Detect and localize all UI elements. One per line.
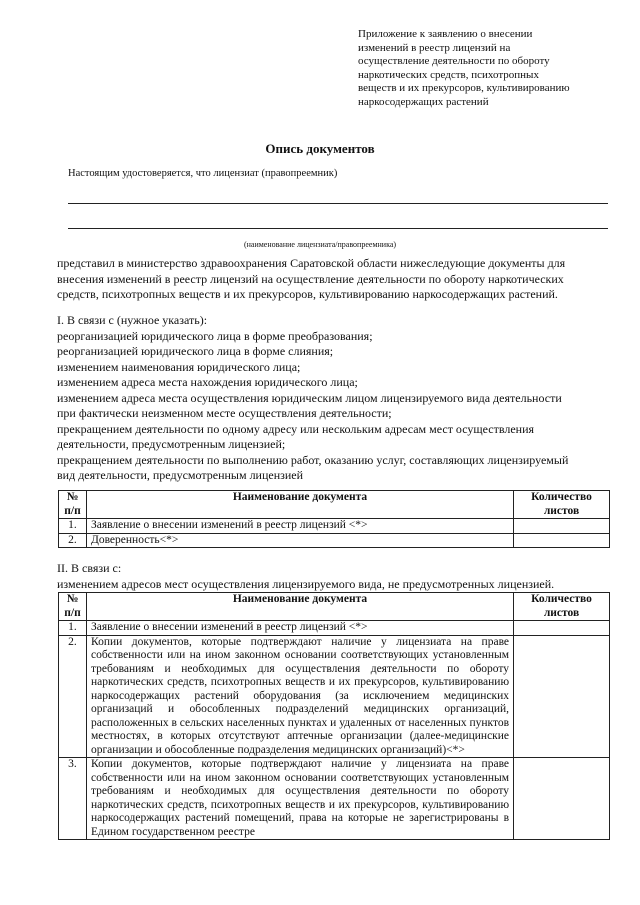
intro-text: Настоящим удостоверяется, что лицензиат (правопреемник) xyxy=(68,168,338,179)
appendix-line: изменений в реестр лицензий на xyxy=(358,41,511,54)
row-name: Копии документов, которые подтверждают наличие у лицензиата на праве собственности или на ином законном основании соответствующих установленным требованиям и необходимых для осуществления деятельности по обороту наркотических средств, психотропных веществ и их прекурсоров, культивированию наркосодержащих растений оборудования (за исключением медицинских организаций и обособленных подразделений медицинских организаций, расположенных в сельских населенных пунктах и удаленных от населенных пунктов местностях, в которых отсутствуют аптечные организации (далее-медицинские организации и обособленные подразделения медицинских организаций)<*> xyxy=(86,635,513,758)
table-row xyxy=(59,533,610,548)
row-name: Заявление о внесении изменений в реестр лицензий <*> xyxy=(86,519,513,534)
header-num: № п/п xyxy=(59,491,87,519)
appendix-line: наркосодержащих растений xyxy=(358,95,489,108)
fill-in-line xyxy=(68,203,608,204)
section-2-heading: II. В связи с: xyxy=(57,561,122,575)
row-num: 3. xyxy=(59,758,87,840)
appendix-line: наркотических средств, психотропных xyxy=(358,68,539,81)
section-1-item: при фактически неизменном месте осуществления деятельности; xyxy=(57,406,392,420)
section-2 xyxy=(57,561,609,592)
row-num: 2. xyxy=(59,533,87,548)
appendix-line: веществ и их прекурсоров, культивированию xyxy=(358,82,570,94)
paragraph-line: представил в министерство здравоохранения Саратовской области нижеследующие документы для xyxy=(57,256,566,270)
main-paragraph xyxy=(57,256,609,303)
row-count xyxy=(514,621,610,636)
row-count xyxy=(514,758,610,840)
table-header-row xyxy=(59,593,610,621)
section-1-item: изменением адреса места нахождения юридического лица; xyxy=(57,375,358,389)
header-name: Наименование документа xyxy=(86,491,513,519)
row-num: 2. xyxy=(59,635,87,758)
section-1-item: прекращением деятельности по одному адресу или нескольким адресам мест осуществления xyxy=(57,421,535,436)
table-header-row xyxy=(59,491,610,519)
appendix-line: осуществление деятельности по обороту xyxy=(358,55,550,67)
section-1-item: изменением адреса места осуществления юридическим лицом лицензируемого вида деятельности xyxy=(57,390,562,405)
row-num: 1. xyxy=(59,621,87,636)
header-count: Количество листов xyxy=(514,593,610,621)
appendix-header xyxy=(358,28,628,109)
paragraph-line: внесения изменений в реестр лицензий на осуществление деятельности по обороту наркотических xyxy=(57,271,564,286)
section-1-item: реорганизацией юридического лица в форме преобразования; xyxy=(57,328,373,343)
header-num: № п/п xyxy=(59,593,87,621)
document-title: Опись документов xyxy=(265,141,375,156)
row-name: Доверенность<*> xyxy=(86,533,513,548)
section-2-line: изменением адресов мест осуществления лицензируемого вида, не предусмотренных лицензией. xyxy=(57,576,555,591)
table-row xyxy=(59,758,610,840)
row-name: Копии документов, которые подтверждают наличие у лицензиата на праве собственности или на ином законном основании соответствующих установленным требованиям и необходимых для осуществления деятельности по обороту наркотических средств, психотропных веществ и их прекурсоров, культивированию наркосодержащих растений помещений, права на которые не зарегистрированы в Едином государственном реестре xyxy=(86,758,513,840)
documents-table-2 xyxy=(58,592,610,840)
section-1-item: изменением наименования юридического лица; xyxy=(57,359,301,374)
field-caption: (наименование лицензиата/правопреемника) xyxy=(243,240,397,249)
row-count xyxy=(514,533,610,548)
header-name: Наименование документа xyxy=(86,593,513,621)
row-name: Заявление о внесении изменений в реестр лицензий <*> xyxy=(86,621,513,636)
row-count xyxy=(514,519,610,534)
header-count: Количество листов xyxy=(514,491,610,519)
fill-in-line xyxy=(68,228,608,229)
table-row xyxy=(59,519,610,534)
row-count xyxy=(514,635,610,758)
section-1-heading: I. В связи с (нужное указать): xyxy=(57,313,208,327)
table-row xyxy=(59,635,610,758)
table-row xyxy=(59,621,610,636)
appendix-line: Приложение к заявлению о внесении xyxy=(358,28,533,40)
section-1-item: прекращением деятельности по выполнению работ, оказанию услуг, составляющих лицензируемый xyxy=(57,452,569,467)
section-1-item: вид деятельности, предусмотренным лицензией xyxy=(57,468,304,482)
section-1 xyxy=(57,313,609,484)
documents-table-1 xyxy=(58,490,610,548)
section-1-item: деятельности, предусмотренным лицензией; xyxy=(57,437,286,451)
row-num: 1. xyxy=(59,519,87,534)
section-1-item: реорганизацией юридического лица в форме слияния; xyxy=(57,344,334,358)
paragraph-line: средств, психотропных веществ и их прекурсоров, культивированию наркосодержащих растений. xyxy=(57,287,558,301)
